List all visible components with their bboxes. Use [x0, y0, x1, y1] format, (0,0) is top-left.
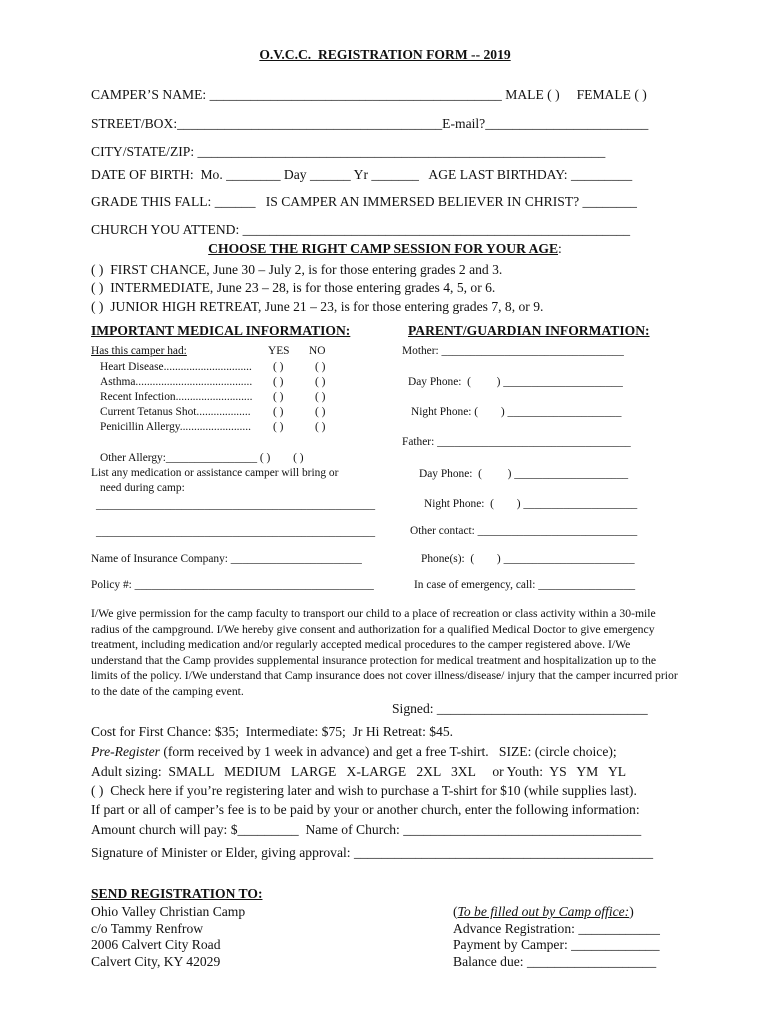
parent-heading: PARENT/GUARDIAN INFORMATION: [408, 323, 650, 338]
yes-checkbox[interactable]: ( ) [273, 406, 284, 418]
address-line: 2006 Calvert City Road [91, 937, 221, 952]
address-line: Calvert City, KY 42029 [91, 954, 221, 969]
address-line: Ohio Valley Christian Camp [91, 904, 246, 919]
condition-label: Asthma......................................... [100, 376, 253, 388]
send-registration-heading: SEND REGISTRATION TO: [91, 886, 263, 901]
session-heading-text: CHOOSE THE RIGHT CAMP SESSION FOR YOUR AGE [208, 241, 559, 256]
camp-office-heading [453, 905, 634, 919]
condition-label: Recent Infection........................... [100, 391, 253, 403]
pre-register-line [91, 745, 617, 759]
no-checkbox[interactable]: ( ) [315, 406, 326, 418]
office-close-paren: ) [629, 904, 634, 919]
medication-label-line2: need during camp: [100, 482, 185, 494]
medication-blank-1[interactable]: _________________________________________________ [96, 499, 376, 511]
no-checkbox[interactable]: ( ) [315, 391, 326, 403]
mother-field[interactable]: Mother: ________________________________ [402, 345, 624, 357]
other-contact-field[interactable]: Other contact: ____________________________ [410, 525, 638, 537]
no-checkbox[interactable]: ( ) [315, 376, 326, 388]
balance-due-field[interactable]: Balance due: ___________________ [453, 954, 657, 969]
no-column-header: NO [309, 345, 326, 357]
medication-blank-2[interactable]: _________________________________________________ [96, 526, 376, 538]
phones-field[interactable]: Phone(s): ( ) _______________________ [421, 553, 635, 565]
mother-day-phone-field[interactable]: Day Phone: ( ) _____________________ [408, 376, 623, 388]
mother-night-phone-field[interactable]: Night Phone: ( ) ____________________ [411, 406, 622, 418]
yes-checkbox[interactable]: ( ) [273, 376, 284, 388]
session-heading [0, 242, 770, 256]
church-field[interactable]: CHURCH YOU ATTEND: _________________________________________________________ [91, 222, 631, 237]
policy-number-field[interactable]: Policy #: __________________________________________ [91, 579, 374, 591]
condition-label: Penicillin Allergy......................... [100, 421, 251, 433]
church-amount-field[interactable]: Amount church will pay: $_________ Name of Church: ___________________________________ [91, 822, 642, 837]
other-allergy-field[interactable]: Other Allergy:________________ ( ) ( ) [100, 452, 304, 464]
city-state-zip-field[interactable]: CITY/STATE/ZIP: ____________________________________________________________ [91, 144, 606, 159]
medical-heading: IMPORTANT MEDICAL INFORMATION: [91, 323, 351, 338]
pre-register-rest: (form received by 1 week in advance) and get a free T-shirt. SIZE: (circle choice); [159, 744, 617, 759]
yes-checkbox[interactable]: ( ) [273, 361, 284, 373]
session-option-intermediate[interactable]: ( ) INTERMEDIATE, June 23 – 28, is for those entering grades 4, 5, or 6. [91, 280, 496, 295]
father-night-phone-field[interactable]: Night Phone: ( ) ____________________ [424, 498, 638, 510]
session-option-junior-high[interactable]: ( ) JUNIOR HIGH RETREAT, June 21 – 23, is for those entering grades 7, 8, or 9. [91, 299, 544, 314]
yes-checkbox[interactable]: ( ) [273, 421, 284, 433]
church-payment-note: If part or all of camper’s fee is to be paid by your or another church, enter the following information: [91, 802, 640, 817]
campers-name-field[interactable]: CAMPER’S NAME: ___________________________________________ MALE ( ) FEMALE ( ) [91, 87, 647, 102]
condition-label: Heart Disease............................... [100, 361, 252, 373]
insurance-company-field[interactable]: Name of Insurance Company: _______________________ [91, 553, 362, 565]
office-open-paren: ( [453, 904, 458, 919]
father-day-phone-field[interactable]: Day Phone: ( ) ____________________ [419, 468, 629, 480]
address-line: c/o Tammy Renfrow [91, 921, 204, 936]
signed-field[interactable]: Signed: _______________________________ [392, 701, 648, 716]
emergency-contact-field[interactable]: In case of emergency, call: _________________ [414, 579, 636, 591]
yes-checkbox[interactable]: ( ) [273, 391, 284, 403]
shirt-size-choice[interactable]: Adult sizing: SMALL MEDIUM LARGE X-LARGE 2XL 3XL or Youth: YS YM YL [91, 764, 627, 779]
no-checkbox[interactable]: ( ) [315, 421, 326, 433]
permission-statement: I/We give permission for the camp faculty to transport our child to a place of recreation or class activity within a 30-mile radius of the campground. I/We hereby give consent and authorization for a qualified Medical Doctor to give emergency treatment, including medication and/or regularly accepted medical procedures to the camper registered above. I/We understand that the Camp provides supplemental insurance protection for medical treatment and hospitalization up to the limits of the policy. I/We understand that Camp insurance does not cover illness/disease/ injury that the camper incurred prior to the date of the camping event. [91, 607, 678, 698]
session-heading-colon: : [558, 241, 562, 256]
father-field[interactable]: Father: __________________________________ [402, 436, 631, 448]
session-option-first-chance[interactable]: ( ) FIRST CHANCE, June 30 – July 2, is for those entering grades 2 and 3. [91, 262, 503, 277]
late-shirt-checkbox[interactable]: ( ) Check here if you’re registering later and wish to purchase a T-shirt for $10 (while supplies last). [91, 783, 637, 798]
street-email-field[interactable]: STREET/BOX:_______________________________________E-mail?________________________ [91, 116, 649, 131]
form-title: O.V.C.C. REGISTRATION FORM -- 2019 [259, 47, 511, 62]
cost-line: Cost for First Chance: $35; Intermediate: $75; Jr Hi Retreat: $45. [91, 724, 454, 739]
pre-register-label: Pre-Register [91, 744, 160, 759]
has-camper-had-label: Has this camper had: [91, 345, 187, 357]
advance-registration-field[interactable]: Advance Registration: ____________ [453, 921, 660, 936]
payment-by-camper-field[interactable]: Payment by Camper: _____________ [453, 937, 660, 952]
condition-label: Current Tetanus Shot................... [100, 406, 251, 418]
medication-label-line1: List any medication or assistance camper will bring or [91, 467, 339, 479]
minister-signature-field[interactable]: Signature of Minister or Elder, giving approval: ____________________________________________ [91, 845, 654, 860]
no-checkbox[interactable]: ( ) [315, 361, 326, 373]
grade-believer-field[interactable]: GRADE THIS FALL: ______ IS CAMPER AN IMMERSED BELIEVER IN CHRIST? ________ [91, 194, 637, 209]
office-heading-text: To be filled out by Camp office: [457, 904, 630, 919]
yes-column-header: YES [268, 345, 290, 357]
date-of-birth-field[interactable]: DATE OF BIRTH: Mo. ________ Day ______ Yr _______ AGE LAST BIRTHDAY: _________ [91, 167, 633, 182]
